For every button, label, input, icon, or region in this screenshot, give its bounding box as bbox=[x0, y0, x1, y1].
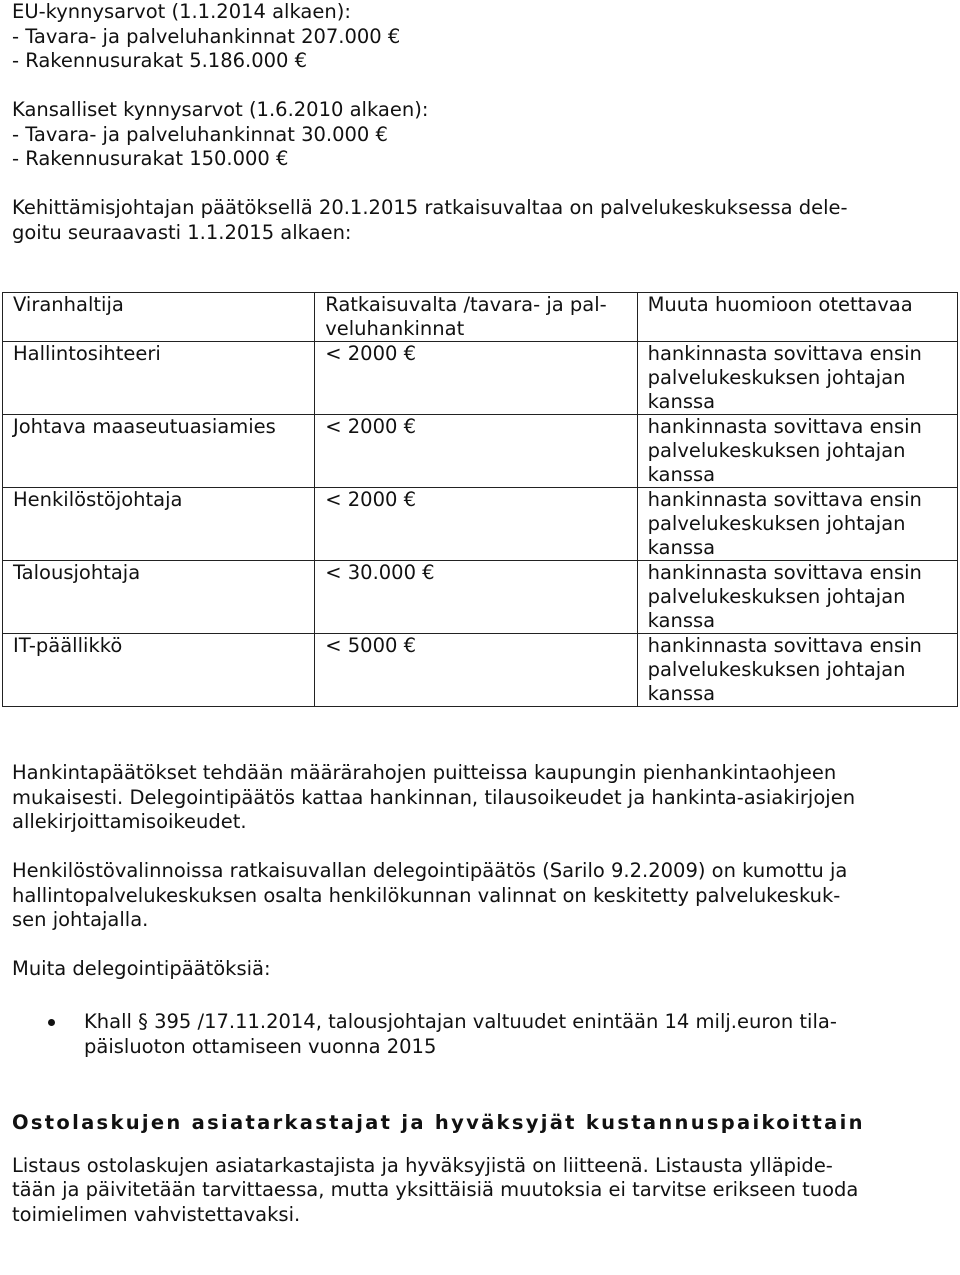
list-item bbox=[12, 1010, 956, 1059]
other-decisions-label: Muita delegointipäätöksiä: bbox=[12, 957, 271, 980]
header-ratkaisuvalta: Ratkaisuvalta /tavara- ja pal- veluhankinnat bbox=[315, 292, 637, 341]
paragraph-line: hallintopalvelukeskuksen osalta henkilökunnan valinnat on keskitetty palvelukeskuk- bbox=[12, 883, 841, 907]
note-cell: hankinnasta sovittava ensin palvelukeskuksen johtajan kanssa bbox=[637, 633, 957, 706]
spacer bbox=[12, 1137, 956, 1154]
paragraph-invoices bbox=[12, 1154, 956, 1228]
header-muuta: Muuta huomioon otettavaa bbox=[637, 292, 957, 341]
paragraph-line: toimielimen vahvistettavaksi. bbox=[12, 1202, 301, 1226]
paragraph-line: Henkilöstövalinnoissa ratkaisuvallan delegointipäätös (Sarilo 9.2.2009) on kumottu ja bbox=[12, 859, 848, 882]
spacer bbox=[12, 1059, 956, 1084]
role-cell: Hallintosihteeri bbox=[3, 341, 315, 414]
list-item-line: päisluoton ottamiseen vuonna 2015 bbox=[84, 1034, 437, 1058]
spacer bbox=[12, 245, 956, 270]
paragraph-line: tään ja päivitetään tarvittaessa, mutta yksittäisiä muutoksia ei tarvitse erikseen tuoda bbox=[12, 1178, 859, 1201]
table-row bbox=[3, 487, 958, 560]
spacer bbox=[12, 982, 956, 1007]
intro-line: - Rakennusurakat 5.186.000 € bbox=[12, 49, 308, 72]
intro-line bbox=[12, 74, 956, 99]
table-row bbox=[3, 341, 958, 414]
limit-cell: < 30.000 € bbox=[315, 560, 637, 633]
intro-line: Kansalliset kynnysarvot (1.6.2010 alkaen): bbox=[12, 98, 429, 121]
intro-line: Kehittämisjohtajan päätöksellä 20.1.2015 ratkaisuvaltaa on palvelukeskuksessa dele- bbox=[12, 196, 848, 219]
table-row bbox=[3, 414, 958, 487]
note-cell: hankinnasta sovittava ensin palvelukeskuksen johtajan kanssa bbox=[637, 487, 957, 560]
intro-line: - Rakennusurakat 150.000 € bbox=[12, 147, 289, 170]
section-heading: Ostolaskujen asiatarkastajat ja hyväksyjät kustannuspaikoittain bbox=[12, 1110, 865, 1134]
intro-line: - Tavara- ja palveluhankinnat 30.000 € bbox=[12, 122, 388, 146]
bullet-icon bbox=[48, 1019, 55, 1026]
spacer bbox=[12, 1084, 956, 1109]
spacer bbox=[12, 731, 956, 761]
intro-line: goitu seuraavasti 1.1.2015 alkaen: bbox=[12, 220, 352, 244]
note-cell: hankinnasta sovittava ensin palvelukeskuksen johtajan kanssa bbox=[637, 414, 957, 487]
table-row bbox=[3, 560, 958, 633]
delegation-table bbox=[2, 292, 958, 707]
paragraph-procurement bbox=[12, 761, 956, 835]
spacer bbox=[12, 835, 956, 860]
intro-line: - Tavara- ja palveluhankinnat 207.000 € bbox=[12, 24, 401, 48]
decision-list bbox=[12, 1010, 956, 1059]
paragraph-line: allekirjoittamisoikeudet. bbox=[12, 810, 247, 833]
paragraph-line: Hankintapäätökset tehdään määrärahojen puitteissa kaupungin pienhankintaohjeen bbox=[12, 761, 837, 784]
paragraph-line: mukaisesti. Delegointipäätös kattaa hankinnan, tilausoikeudet ja hankinta-asiakirjojen bbox=[12, 785, 856, 809]
list-item-line: Khall § 395 /17.11.2014, talousjohtajan valtuudet enintään 14 milj.euron tila- bbox=[84, 1010, 837, 1033]
role-cell: Henkilöstöjohtaja bbox=[3, 487, 315, 560]
note-cell: hankinnasta sovittava ensin palvelukeskuksen johtajan kanssa bbox=[637, 560, 957, 633]
role-cell: Talousjohtaja bbox=[3, 560, 315, 633]
spacer bbox=[12, 707, 956, 732]
paragraph-line: Listaus ostolaskujen asiatarkastajista ja hyväksyjistä on liitteenä. Listausta ylläpide- bbox=[12, 1153, 833, 1177]
paragraph-line: sen johtajalla. bbox=[12, 908, 149, 931]
limit-cell: < 5000 € bbox=[315, 633, 637, 706]
role-cell: Johtava maaseutuasiamies bbox=[3, 414, 315, 487]
spacer bbox=[12, 933, 956, 958]
role-cell: IT-päällikkö bbox=[3, 633, 315, 706]
limit-cell: < 2000 € bbox=[315, 414, 637, 487]
table-row bbox=[3, 633, 958, 706]
paragraph-staff-selection bbox=[12, 859, 956, 933]
spacer bbox=[12, 270, 956, 292]
header-viranhaltija: Viranhaltija bbox=[3, 292, 315, 341]
limit-cell: < 2000 € bbox=[315, 341, 637, 414]
note-cell: hankinnasta sovittava ensin palvelukeskuksen johtajan kanssa bbox=[637, 341, 957, 414]
intro-block bbox=[12, 0, 956, 245]
document-page bbox=[12, 0, 956, 1227]
intro-line: EU-kynnysarvot (1.1.2014 alkaen): bbox=[12, 0, 351, 23]
table-header-row bbox=[3, 292, 958, 341]
intro-line bbox=[12, 172, 956, 197]
limit-cell: < 2000 € bbox=[315, 487, 637, 560]
